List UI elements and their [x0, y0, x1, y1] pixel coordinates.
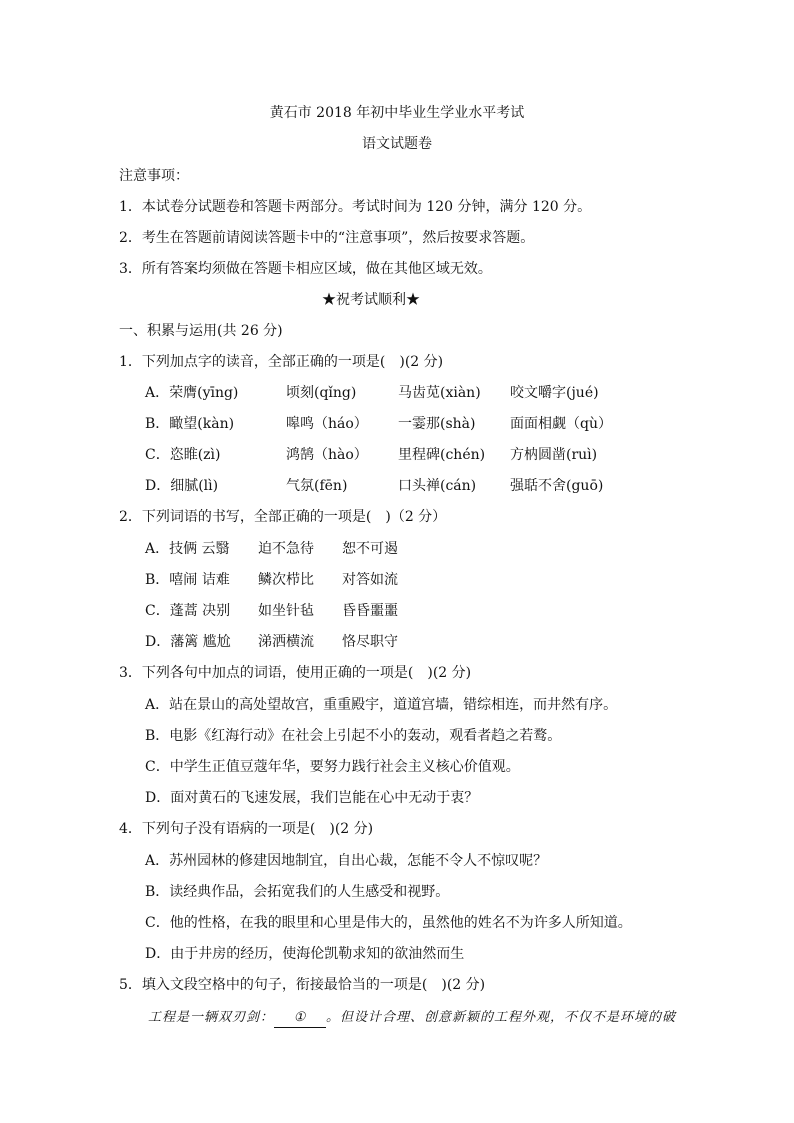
option-c-item: 里程碑(chén): [398, 447, 486, 463]
option-c-item: 鸿鹄（hào）: [286, 447, 368, 463]
option-a-item: 恕不可遏: [342, 541, 398, 557]
option-c-item: 方枘圆凿(ruì): [510, 447, 598, 463]
option-b: B．电影《红海行动》在社会上引起不小的轰动，观看者趋之若鹜。: [145, 728, 562, 744]
note-item: 3．所有答案均须做在答题卡相应区域，做在其他区域无效。: [119, 261, 492, 277]
option-c: C．中学生正值豆蔻年华，要努力践行社会主义核心价值观。: [145, 759, 520, 775]
option-d-item: 气氛(fēn): [286, 478, 348, 494]
option-b-item: 面面相觑（qù）: [510, 416, 612, 432]
page-subtitle: 语文试题卷: [362, 136, 432, 152]
good-luck-banner: ★祝考试顺利★: [322, 292, 420, 308]
page-title: 黄石市 2018 年初中毕业生学业水平考试: [269, 105, 525, 121]
option-a-item: 马齿苋(xiàn): [398, 385, 481, 401]
option-a-item: 迫不急待: [258, 541, 314, 557]
option-a: A．站在景山的高处望故宫，重重殿宇，道道宫墙，错综相连，而井然有序。: [145, 697, 618, 713]
option-b: B．读经典作品，会拓宽我们的人生感受和视野。: [145, 884, 450, 900]
note-item: 1．本试卷分试题卷和答题卡两部分。考试时间为 120 分钟，满分 120 分。: [119, 199, 592, 215]
note-item: 2．考生在答题前请阅读答题卡中的“注意事项”，然后按要求答题。: [119, 230, 535, 246]
option-c-item: 昏昏噩噩: [342, 603, 398, 619]
question-3-stem: 3．下列各句中加点的词语，使用正确的一项是( )(2 分): [119, 665, 472, 681]
question-4-stem: 4．下列句子没有语病的一项是( )(2 分): [119, 821, 374, 837]
option-d-item: 强聒不舍(guō): [510, 478, 604, 494]
section-heading: 一、积累与运用(共 26 分): [119, 323, 283, 339]
option-a-item: A．荣膺(yīng): [145, 385, 239, 401]
option-b-item: B．瞰望(kàn): [145, 416, 235, 432]
option-a-item: 咬文嚼字(jué): [510, 385, 599, 401]
option-b-item: 嗥鸣（háo）: [286, 416, 368, 432]
passage-prefix: 工程是一辆双刃剑：: [148, 1010, 275, 1025]
option-d-item: D．细腻(lì): [145, 478, 219, 494]
option-d-item: 恪尽职守: [342, 634, 398, 650]
option-d: D．由于井房的经历，使海伦凯勒求知的欲油然而生: [145, 946, 465, 962]
option-c: C．他的性格，在我的眼里和心里是伟大的，虽然他的姓名不为许多人所知道。: [145, 915, 632, 931]
question-2-stem: 2．下列词语的书写，全部正确的一项是( )（2 分）: [119, 509, 447, 525]
option-b-item: 一霎那(shà): [398, 416, 476, 432]
option-c-item: 如坐针毡: [258, 603, 314, 619]
option-c-item: C．蓬蒿 决别: [145, 603, 231, 619]
notes-heading: 注意事项：: [119, 168, 189, 184]
question-1-stem: 1．下列加点字的读音，全部正确的一项是( )(2 分): [119, 354, 444, 370]
passage-suffix: 。但设计合理、创意新颖的工程外观，不仅不是环境的破: [326, 1010, 677, 1025]
fill-in-blank: ①: [274, 1009, 326, 1028]
option-b-item: 对答如流: [342, 572, 398, 588]
option-b-item: 鳞次栉比: [258, 572, 314, 588]
option-a-item: A．技俩 云翳: [145, 541, 230, 557]
option-d-item: 涕洒横流: [258, 634, 314, 650]
option-d-item: 口头禅(cán): [398, 478, 477, 494]
option-d: D．面对黄石的飞速发展，我们岂能在心中无动于衷？: [145, 790, 479, 806]
option-d-item: D．藩篱 尴尬: [145, 634, 231, 650]
question-5-passage: [148, 1009, 676, 1028]
option-c-item: C．恣睢(zì): [145, 447, 221, 463]
option-a: A．苏州园林的修建因地制宜，自出心裁，怎能不令人不惊叹呢？: [145, 853, 548, 869]
option-b-item: B．嘻闹 诘难: [145, 572, 230, 588]
option-a-item: 顷刻(qǐng): [286, 385, 357, 401]
question-5-stem: 5．填入文段空格中的句子，衔接最恰当的一项是( )(2 分): [119, 977, 486, 993]
